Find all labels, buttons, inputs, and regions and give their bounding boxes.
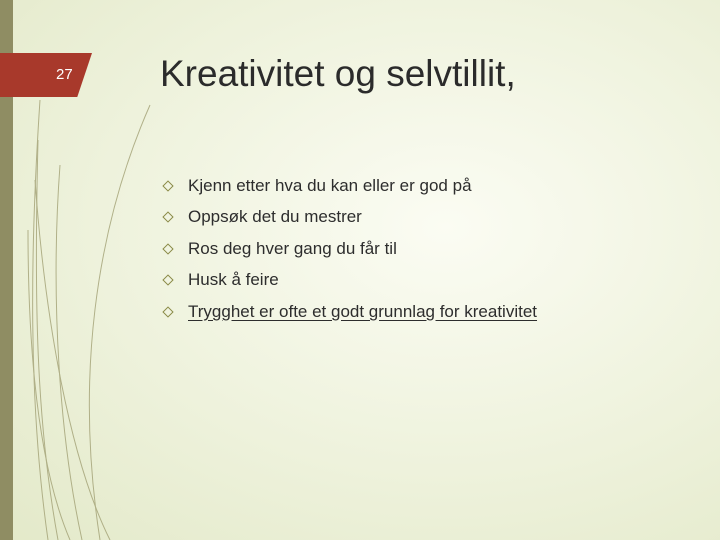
bullet-item xyxy=(161,265,537,297)
bullet-text: Ros deg hver gang du får til xyxy=(188,238,397,258)
decor-line xyxy=(56,165,82,540)
diamond-bullet-icon xyxy=(162,306,173,317)
slide-number: 27 xyxy=(56,66,73,83)
decor-line xyxy=(33,100,48,540)
decor-line xyxy=(89,105,150,540)
diamond-bullet-icon xyxy=(162,180,173,191)
bullet-text-underlined: Trygghet er ofte et godt grunnlag for kreativitet xyxy=(188,301,538,321)
bullet-text: Kjenn etter hva du kan eller er god på xyxy=(188,175,472,195)
diamond-bullet-icon xyxy=(162,243,173,254)
decor-line xyxy=(35,180,110,540)
diamond-bullet-icon xyxy=(162,212,173,223)
bullet-item xyxy=(161,296,537,328)
slide-title: Kreativitet og selvtillit, xyxy=(160,53,516,94)
bullet-text: Oppsøk det du mestrer xyxy=(188,207,362,227)
slide-number-tab xyxy=(0,53,92,97)
decor-line xyxy=(36,140,58,540)
bullet-item xyxy=(161,170,537,202)
bullet-item xyxy=(161,233,537,265)
bullet-text: Husk å feire xyxy=(188,270,279,290)
bullet-item xyxy=(161,202,537,234)
bullet-list xyxy=(161,170,537,328)
diamond-bullet-icon xyxy=(162,275,173,286)
